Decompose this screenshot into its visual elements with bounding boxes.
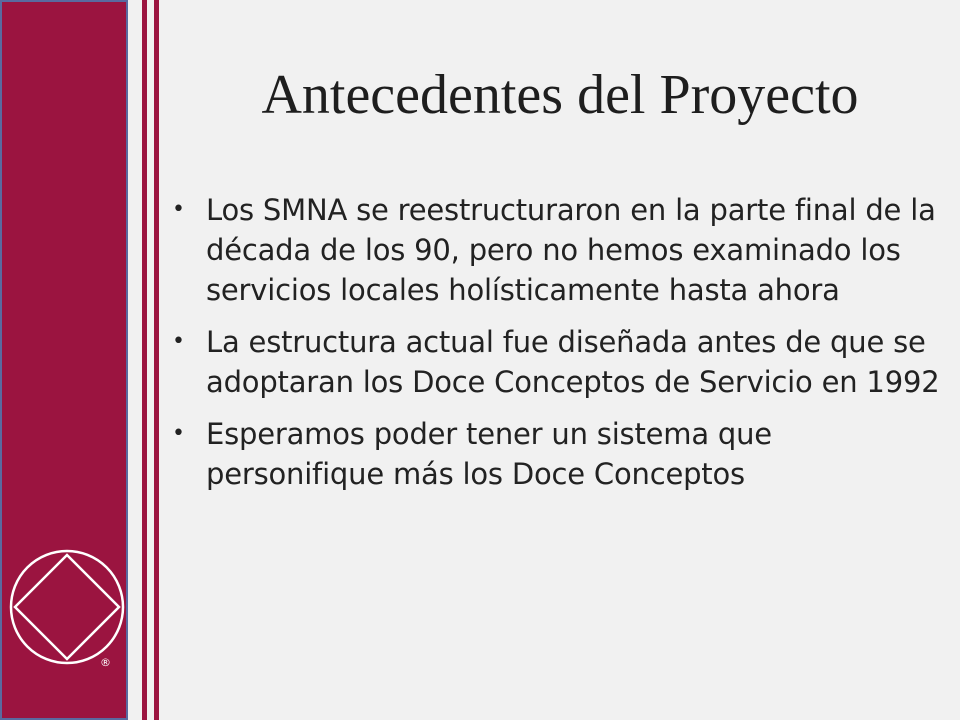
bullet-item: [170, 414, 945, 494]
registered-mark: ®: [100, 656, 111, 669]
bullet-dot-icon: •: [172, 421, 185, 446]
bullet-text: La estructura actual fue diseñada antes de que se adoptaran los Doce Conceptos de Servicio en 1992: [206, 325, 940, 399]
bullet-dot-icon: •: [172, 197, 185, 222]
circle-diamond-logo-icon: [8, 548, 126, 669]
bullet-dot-icon: •: [172, 329, 185, 354]
bullet-item: [170, 190, 945, 310]
sidebar-divider-gap: [147, 0, 154, 720]
bullet-text: Esperamos poder tener un sistema que personifique más los Doce Conceptos: [206, 417, 772, 491]
sidebar-divider-light: [130, 0, 142, 720]
sidebar-stripe-2: [154, 0, 159, 720]
slide-title: Antecedentes del Proyecto: [261, 64, 859, 126]
bullet-item: [170, 322, 945, 402]
bullet-text: Los SMNA se reestructuraron en la parte final de la década de los 90, pero no hemos examinado los servicios locales holísticamente hasta ahora: [206, 193, 936, 307]
bullet-list: [170, 190, 945, 506]
